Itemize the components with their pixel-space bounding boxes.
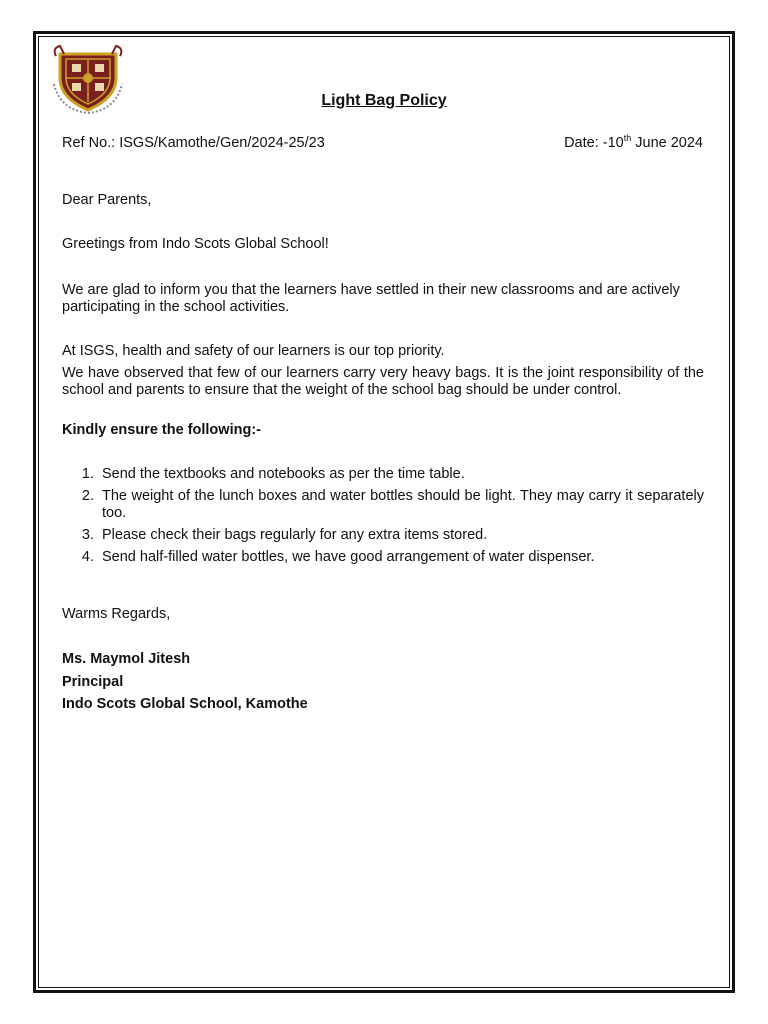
date-ordinal-suffix: th [623, 133, 632, 144]
list-item-number: 3. [81, 527, 94, 543]
salutation: Dear Parents, [62, 192, 152, 208]
instruction-list [62, 466, 704, 571]
paragraph-priority: At ISGS, health and safety of our learners is our top priority. [62, 343, 445, 359]
signatory-organization: Indo Scots Global School, Kamothe [62, 696, 308, 712]
greeting-text: Greetings from Indo Scots Global School! [62, 236, 329, 252]
document-title: Light Bag Policy [321, 92, 447, 109]
closing-text: Warms Regards, [62, 606, 171, 622]
signatory-name: Ms. Maymol Jitesh [62, 651, 191, 667]
list-item-text: Send the textbooks and notebooks as per the time table. [102, 466, 465, 482]
paragraph-settled: We are glad to inform you that the learners have settled in their new classrooms and are actively participating in the school activities. [62, 282, 680, 315]
paragraph-heavy-bags: We have observed that few of our learners carry very heavy bags. It is the joint responsibility of the school and parents to ensure that the weight of the school bag should be under control. [62, 365, 704, 398]
document-date [564, 135, 703, 151]
list-item-text: Please check their bags regularly for any extra items stored. [102, 527, 488, 543]
date-month-year: June 2024 [631, 135, 703, 151]
list-item [62, 466, 704, 483]
list-item-text: The weight of the lunch boxes and water bottles should be light. They may carry it separately too. [102, 488, 704, 521]
list-item-number: 1. [81, 466, 94, 482]
list-item [62, 527, 704, 544]
signatory-title: Principal [62, 674, 124, 690]
date-prefix: Date: -10 [564, 135, 624, 151]
list-item-number: 4. [81, 549, 94, 565]
list-item-text: Send half-filled water bottles, we have good arrangement of water dispenser. [102, 549, 595, 565]
reference-number: Ref No.: ISGS/Kamothe/Gen/2024-25/23 [62, 135, 325, 151]
instruction-heading: Kindly ensure the following:- [62, 422, 261, 438]
list-item-number: 2. [81, 488, 94, 504]
list-item [62, 549, 704, 566]
list-item [62, 488, 704, 522]
